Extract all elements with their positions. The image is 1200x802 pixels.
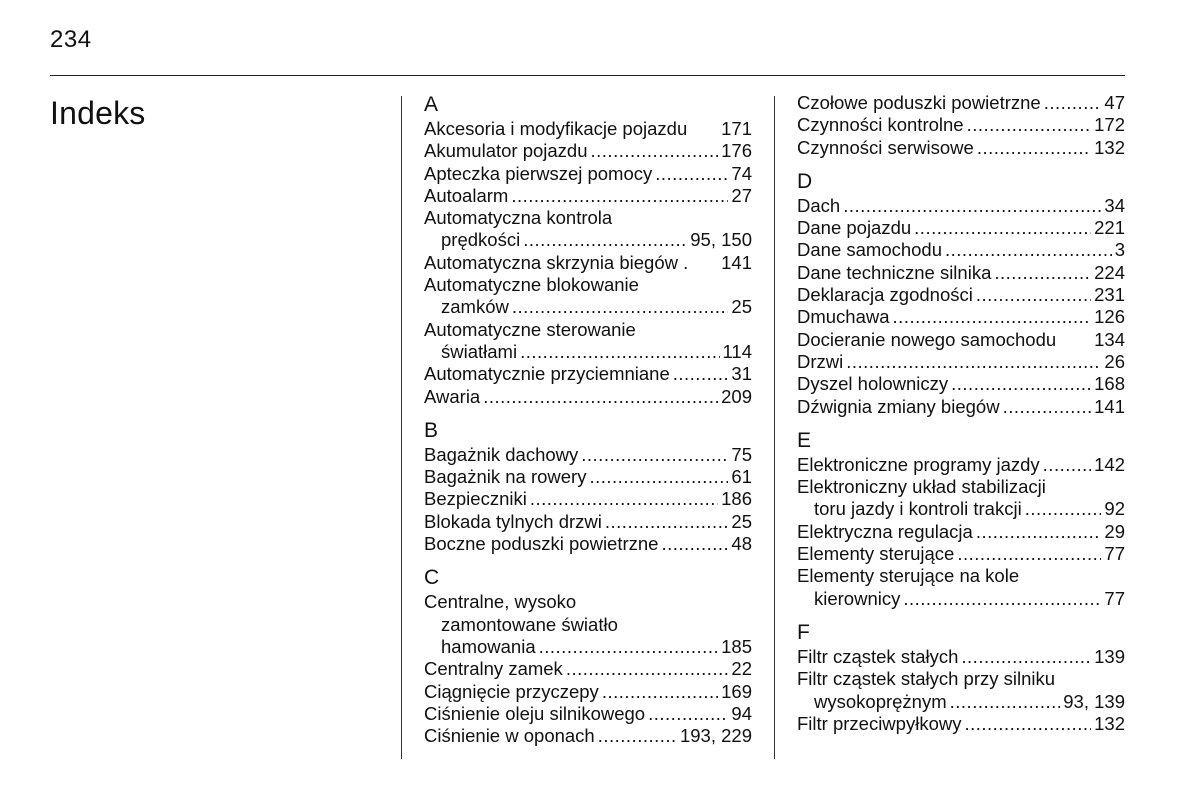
entry-label: Akumulator pojazdu (424, 140, 588, 162)
entry-list (797, 92, 1125, 159)
index-section (797, 169, 1125, 418)
entry-line (797, 373, 1125, 395)
entry-line (797, 329, 1125, 351)
section-letter: D (797, 169, 813, 193)
index-entry (424, 681, 752, 703)
entry-line (797, 543, 1125, 565)
section-letter: B (424, 418, 439, 442)
index-entry (797, 373, 1125, 395)
entry-line (797, 239, 1125, 261)
entry-line (424, 185, 752, 207)
index-entry (424, 466, 752, 488)
page-reference: 34 (1104, 194, 1125, 216)
index-section (424, 418, 752, 555)
entry-label: Blokada tylnych drzwi (424, 510, 602, 532)
index-entry (424, 725, 752, 747)
entry-label: światłami (441, 340, 518, 362)
entry-label: Elektryczna regulacja (797, 520, 973, 542)
index-section (797, 428, 1125, 610)
page-number: 234 (50, 26, 92, 53)
entry-heading: Elementy sterujące na kole (797, 565, 1020, 587)
section-letter: F (797, 620, 810, 644)
entry-label: Dach (797, 194, 841, 216)
dot-leader (566, 658, 729, 680)
entry-line (424, 533, 752, 555)
entry-line (424, 140, 752, 162)
header-rule (50, 75, 1125, 76)
dot-leader (945, 239, 1112, 261)
entry-line (797, 114, 1125, 136)
page-reference: 231 (1094, 284, 1125, 306)
dot-leader (1043, 454, 1091, 476)
index-entry (797, 329, 1125, 351)
entry-label: Czynności kontrolne (797, 114, 964, 136)
index-entry (797, 668, 1125, 713)
index-entry (797, 454, 1125, 476)
entry-heading-continued: zamontowane światło (441, 613, 618, 635)
index-entry (424, 274, 752, 319)
entry-line (797, 713, 1125, 735)
entry-label: Dane pojazdu (797, 217, 912, 239)
dot-leader (843, 195, 1101, 217)
dot-leader (1025, 498, 1102, 520)
page-reference: 193, 229 (679, 725, 752, 747)
entry-line (797, 262, 1125, 284)
entry-label: hamowania (441, 635, 536, 657)
entry-label: Bagażnik dachowy (424, 443, 579, 465)
dot-leader (539, 636, 719, 658)
dot-leader (589, 466, 728, 488)
dot-leader (951, 373, 1091, 395)
entry-label: Elektroniczne programy jazdy (797, 453, 1040, 475)
index-column-1 (424, 92, 752, 757)
entry-label: Ciśnienie w oponach (424, 725, 595, 747)
entry-label: prędkości (441, 229, 521, 251)
entry-label: Bezpieczniki (424, 488, 527, 510)
entry-line (424, 658, 752, 680)
page-reference: 93, 139 (1063, 690, 1125, 712)
index-entry (424, 252, 752, 274)
page-reference: 77 (1104, 543, 1125, 565)
entry-line (797, 396, 1125, 418)
entry-line (424, 163, 752, 185)
entry-label: Dane techniczne silnika (797, 261, 992, 283)
page-reference: 185 (721, 635, 752, 657)
entry-label: Dyszel holowniczy (797, 373, 949, 395)
index-entry (797, 239, 1125, 261)
column-divider-left (401, 96, 402, 759)
entry-label: toru jazdy i kontroli trakcji (814, 498, 1022, 520)
page-reference: 61 (731, 466, 752, 488)
entry-heading: Elektroniczny układ stabilizacji (797, 476, 1046, 498)
entry-line (424, 386, 752, 408)
dot-leader (520, 341, 719, 363)
dot-leader (1044, 92, 1102, 114)
entry-line (797, 195, 1125, 217)
page-reference: 27 (731, 184, 752, 206)
index-entry (797, 396, 1125, 418)
index-entry (424, 591, 752, 658)
entry-line (797, 137, 1125, 159)
entry-label: Akcesoria i modyfikacje pojazdu (424, 118, 688, 139)
entry-label: Automatyczna skrzynia biegów . (424, 251, 689, 273)
entry-heading: Centralne, wysoko (424, 591, 577, 613)
entry-label: Docieranie nowego samochodu (797, 328, 1057, 350)
index-entry (424, 703, 752, 725)
entry-line (424, 296, 752, 318)
dot-leader (581, 444, 728, 466)
index-entry (797, 92, 1125, 114)
index-entry (797, 217, 1125, 239)
index-entry (424, 488, 752, 510)
page-reference: 209 (721, 385, 752, 407)
page-reference: 114 (722, 340, 752, 362)
entry-label: Dźwignia zmiany biegów (797, 395, 1000, 417)
index-entry (424, 533, 752, 555)
dot-leader (1003, 396, 1092, 418)
dot-leader (967, 114, 1092, 136)
dot-leader (511, 185, 728, 207)
entry-heading: Filtr cząstek stałych przy silniku (797, 668, 1056, 690)
index-section (797, 92, 1125, 159)
entry-list (797, 646, 1125, 735)
entry-line (797, 521, 1125, 543)
entry-list (797, 195, 1125, 418)
index-entry (424, 140, 752, 162)
entry-label: Apteczka pierwszej pomocy (424, 162, 653, 184)
index-title: Indeks (50, 95, 146, 131)
dot-leader (977, 137, 1091, 159)
entry-line (424, 681, 752, 703)
entry-line (797, 306, 1125, 328)
dot-leader (530, 488, 718, 510)
index-entry (424, 185, 752, 207)
index-section (424, 92, 752, 408)
entry-label: Automatycznie przyciemniane (424, 363, 670, 385)
entry-line (797, 498, 1125, 520)
dot-leader (512, 296, 729, 318)
entry-label: Ciśnienie oleju silnikowego (424, 702, 646, 724)
index-entry (797, 114, 1125, 136)
page-reference: 221 (1094, 217, 1125, 239)
entry-line (797, 284, 1125, 306)
index-entry (797, 565, 1125, 610)
dot-leader (661, 533, 728, 555)
page-reference: 141 (1094, 395, 1125, 417)
index-entry (424, 207, 752, 252)
entry-line (424, 725, 752, 747)
page-reference: 176 (721, 140, 752, 162)
dot-leader (957, 543, 1101, 565)
entry-line (424, 444, 752, 466)
entry-label: Autoalarm (424, 184, 509, 206)
page-reference: 29 (1104, 520, 1125, 542)
dot-leader (914, 217, 1091, 239)
index-entry (797, 646, 1125, 668)
index-entry (797, 713, 1125, 735)
dot-leader (976, 521, 1102, 543)
index-entry (424, 658, 752, 680)
entry-label: Centralny zamek (424, 658, 563, 680)
column-divider-right (774, 96, 775, 759)
dot-leader (591, 140, 719, 162)
dot-leader (950, 691, 1061, 713)
dot-leader (964, 713, 1091, 735)
entry-label: Dmuchawa (797, 306, 890, 328)
page-reference: 142 (1094, 453, 1125, 475)
dot-leader (893, 306, 1092, 328)
entry-line (424, 118, 752, 140)
entry-line (797, 92, 1125, 114)
entry-line (797, 691, 1125, 713)
index-entry (797, 306, 1125, 328)
page-reference: 77 (1104, 587, 1125, 609)
page-reference: 132 (1094, 136, 1125, 158)
index-entry (424, 319, 752, 364)
section-letter: C (424, 566, 440, 590)
entry-label: Dane samochodu (797, 239, 943, 261)
index-entry (797, 476, 1125, 521)
page-reference: 26 (1104, 350, 1125, 372)
page-reference: 3 (1114, 239, 1125, 261)
entry-label: Deklaracja zgodności (797, 284, 973, 306)
dot-leader (602, 681, 718, 703)
page-reference: 25 (731, 510, 752, 532)
index-entry (424, 363, 752, 385)
page-reference: 132 (1094, 712, 1125, 734)
index-entry (797, 284, 1125, 306)
entry-line (424, 511, 752, 533)
entry-line (424, 703, 752, 725)
dot-leader (903, 588, 1101, 610)
dot-leader (994, 262, 1091, 284)
entry-line (797, 646, 1125, 668)
index-entry (424, 386, 752, 408)
page-reference: 171 (721, 118, 752, 139)
entry-label: Boczne poduszki powietrzne (424, 533, 659, 555)
dot-leader (648, 703, 728, 725)
index-column-2 (797, 92, 1125, 745)
page-reference: 48 (731, 533, 752, 555)
dot-leader (846, 351, 1101, 373)
entry-line (424, 341, 752, 363)
index-entry (797, 521, 1125, 543)
index-entry (424, 163, 752, 185)
page-reference: 95, 150 (690, 229, 752, 251)
entry-heading: Automatyczne sterowanie (424, 318, 636, 340)
page-reference: 74 (731, 162, 752, 184)
page-reference: 139 (1094, 645, 1125, 667)
entry-label: Bagażnik na rowery (424, 466, 587, 488)
page-reference: 168 (1094, 373, 1125, 395)
entry-label: zamków (441, 296, 509, 318)
page-reference: 224 (1094, 261, 1125, 283)
dot-leader (523, 229, 687, 251)
entry-label: Czołowe poduszki powietrzne (797, 92, 1041, 113)
entry-label: Czynności serwisowe (797, 136, 974, 158)
entry-line (424, 229, 752, 251)
entry-heading: Automatyczne blokowanie (424, 274, 639, 296)
index-section (424, 565, 752, 747)
entry-label: Awaria (424, 385, 481, 407)
page-reference: 94 (731, 702, 752, 724)
entry-list (424, 444, 752, 555)
entry-heading: Automatyczna kontrola (424, 207, 613, 229)
index-entry (797, 137, 1125, 159)
dot-leader (605, 511, 729, 533)
index-entry (797, 195, 1125, 217)
page-reference: 169 (721, 680, 752, 702)
entry-line (424, 466, 752, 488)
entry-list (797, 454, 1125, 610)
page-reference: 75 (731, 443, 752, 465)
index-entry (797, 351, 1125, 373)
entry-line (424, 252, 752, 274)
index-entry (424, 444, 752, 466)
index-entry (797, 543, 1125, 565)
section-letter: A (424, 93, 439, 116)
dot-leader (598, 725, 677, 747)
entry-line (424, 636, 752, 658)
dot-leader (483, 386, 718, 408)
page-reference: 25 (731, 296, 752, 318)
page-reference: 172 (1094, 114, 1125, 136)
dot-leader (976, 284, 1091, 306)
index-section (797, 620, 1125, 735)
entry-line (424, 363, 752, 385)
entry-line (797, 588, 1125, 610)
page-reference: 134 (1094, 328, 1125, 350)
page-reference: 186 (721, 488, 752, 510)
page-reference: 47 (1104, 92, 1125, 113)
entry-line (797, 454, 1125, 476)
index-entry (424, 118, 752, 140)
page-reference: 22 (731, 658, 752, 680)
dot-leader (655, 163, 728, 185)
index-entry (424, 511, 752, 533)
entry-label: Filtr przeciwpyłkowy (797, 712, 962, 734)
entry-label: kierownicy (814, 587, 901, 609)
entry-list (424, 118, 752, 408)
dot-leader (673, 363, 729, 385)
entry-line (797, 351, 1125, 373)
entry-label: Drzwi (797, 350, 844, 372)
page-reference: 31 (731, 363, 752, 385)
page-reference: 126 (1094, 306, 1125, 328)
entry-label: Elementy sterujące (797, 543, 955, 565)
entry-label: wysokoprężnym (814, 690, 947, 712)
entry-line (797, 217, 1125, 239)
entry-label: Filtr cząstek stałych (797, 645, 959, 667)
entry-line (424, 488, 752, 510)
index-entry (797, 262, 1125, 284)
entry-list (424, 591, 752, 747)
dot-leader (961, 646, 1091, 668)
section-letter: E (797, 428, 812, 452)
entry-label: Ciągnięcie przyczepy (424, 680, 599, 702)
page-reference: 141 (721, 251, 752, 273)
page-reference: 92 (1104, 498, 1125, 520)
